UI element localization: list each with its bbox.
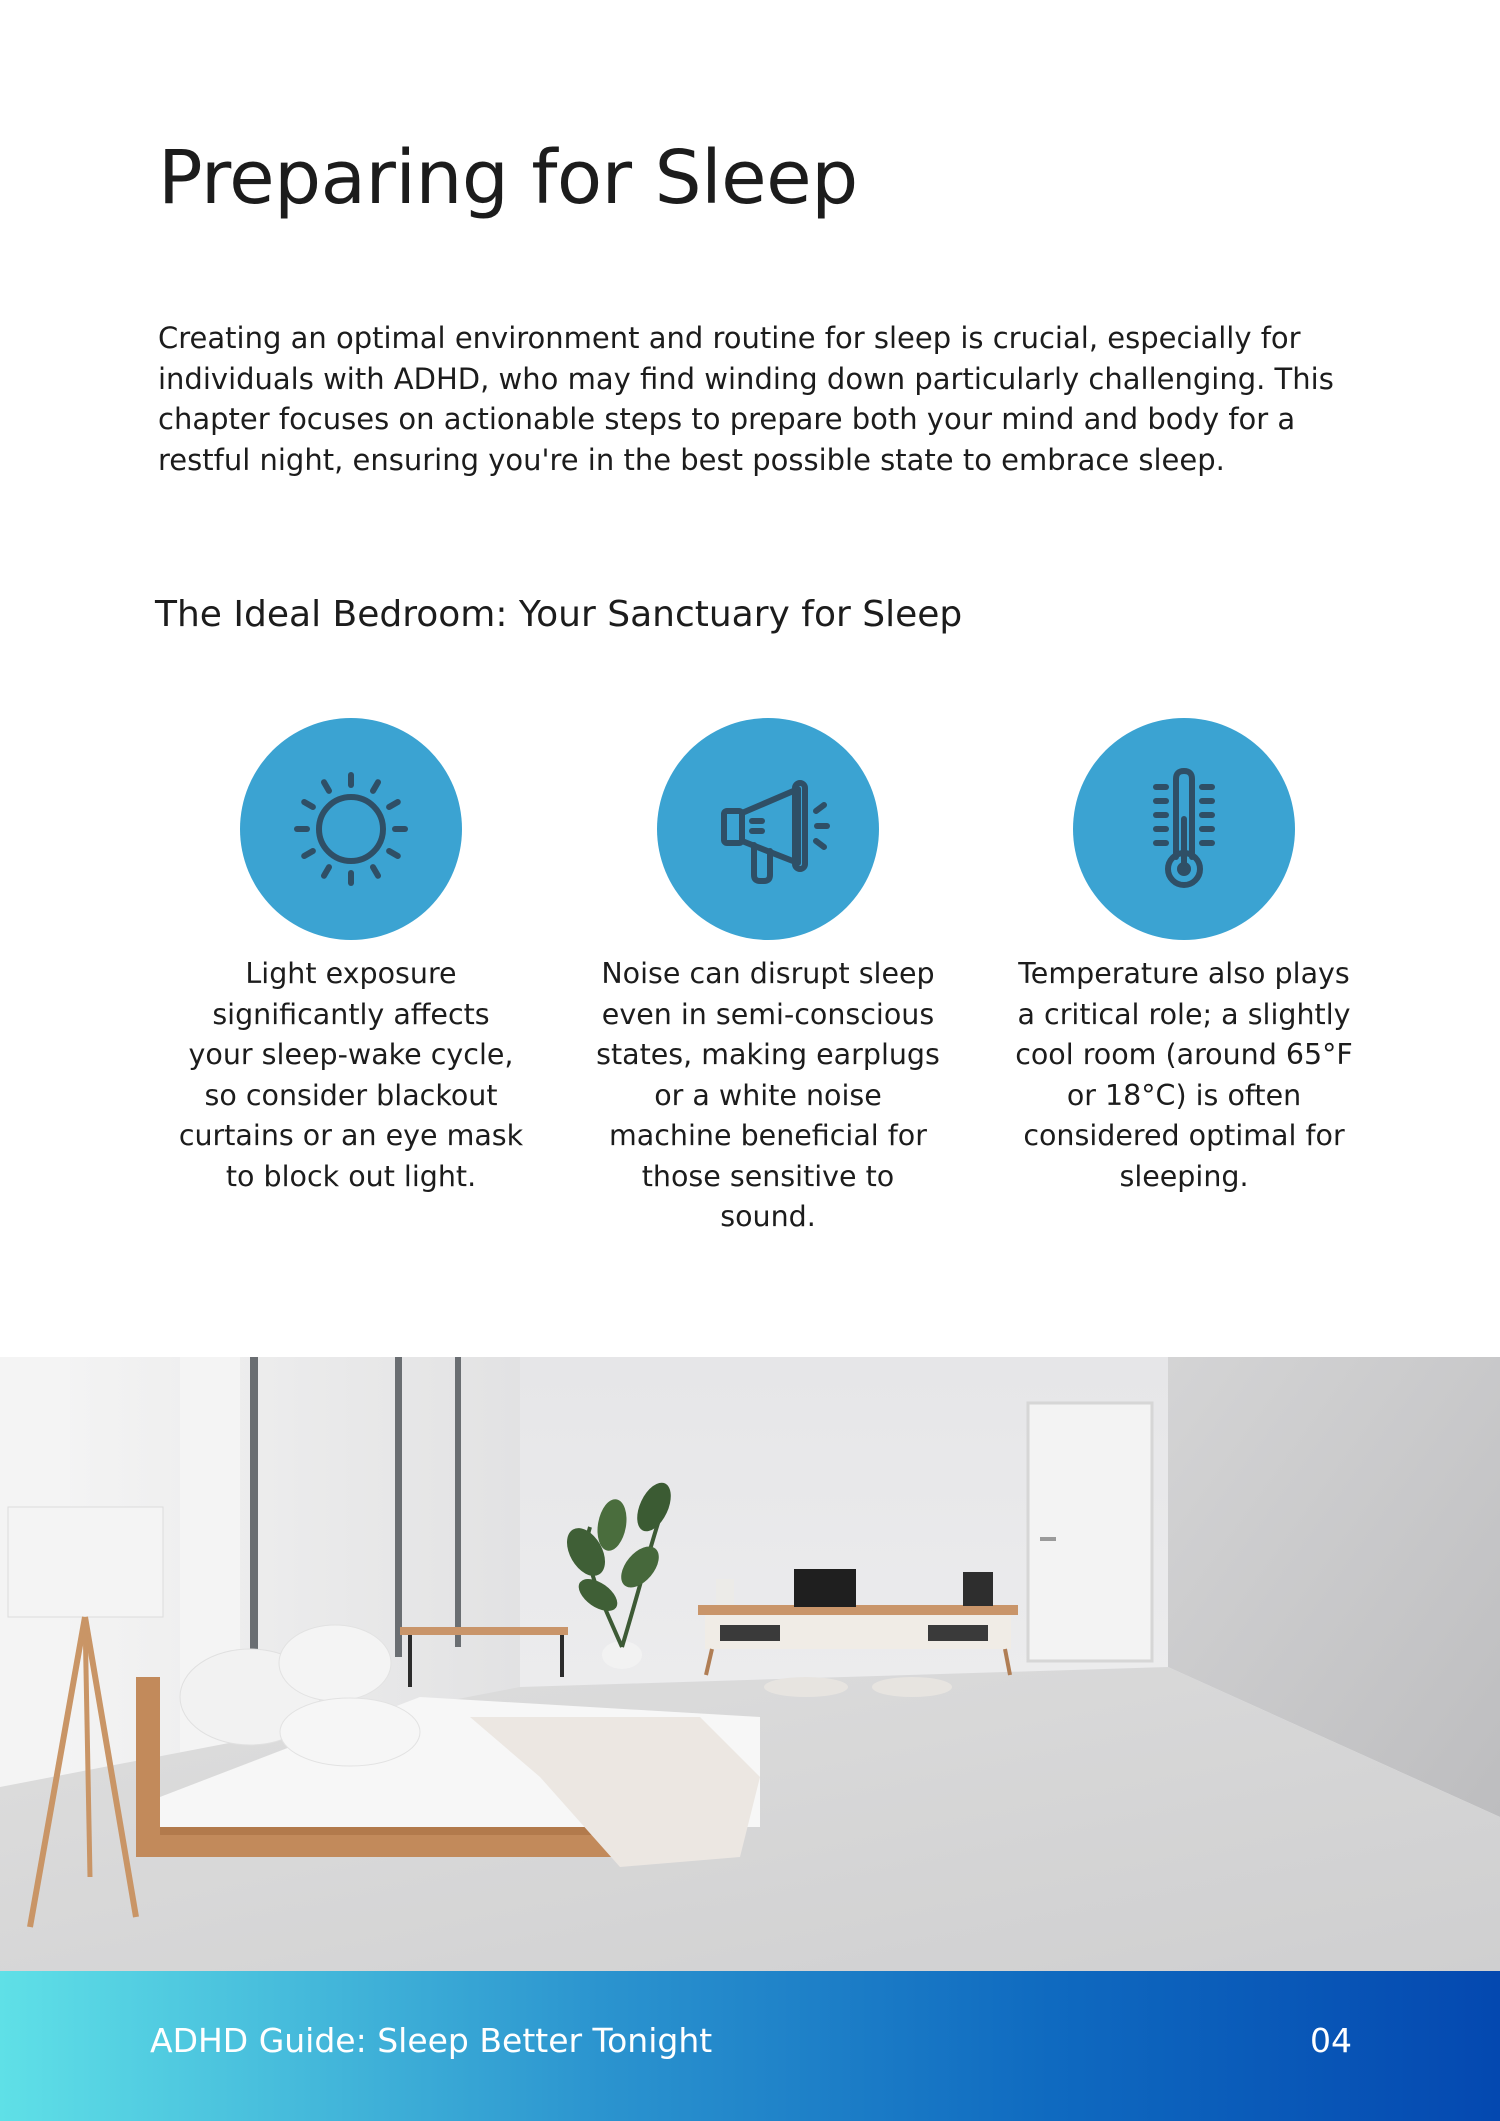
icon-circle [657,718,879,940]
intro-paragraph: Creating an optimal environment and routine for sleep is crucial, especially for individuals with ADHD, who may find winding down particularly challenging. This chapter focuses on actionable steps to prepare both your mind and body for a restful night, ensuring you're in the best possible state to embrace sleep. [158,321,1334,477]
page-title: Preparing for Sleep [158,135,858,221]
page-number: 04 [1310,2021,1352,2060]
feature-temperature [1009,718,1359,1197]
feature-text: Temperature also plays a critical role; a slightly cool room (around 65°F or 18°C) is often considered optimal for sleeping. [1015,957,1353,1193]
megaphone-icon [698,759,838,899]
feature-light [176,718,526,1197]
feature-noise [593,718,943,1238]
icon-circle [240,718,462,940]
sun-icon [281,759,421,899]
thermometer-icon [1114,759,1254,899]
bedroom-photo [0,1357,1500,1971]
section-heading: The Ideal Bedroom: Your Sanctuary for Sleep [155,594,963,635]
footer-title: ADHD Guide: Sleep Better Tonight [150,2021,713,2060]
feature-text: Noise can disrupt sleep even in semi-conscious states, making earplugs or a white noise machine beneficial for those sensitive to sound. [596,957,940,1233]
feature-text: Light exposure significantly affects your sleep-wake cycle, so consider blackout curtains or an eye mask to block out light. [178,957,524,1193]
page-footer [0,1971,1500,2121]
icon-circle [1073,718,1295,940]
